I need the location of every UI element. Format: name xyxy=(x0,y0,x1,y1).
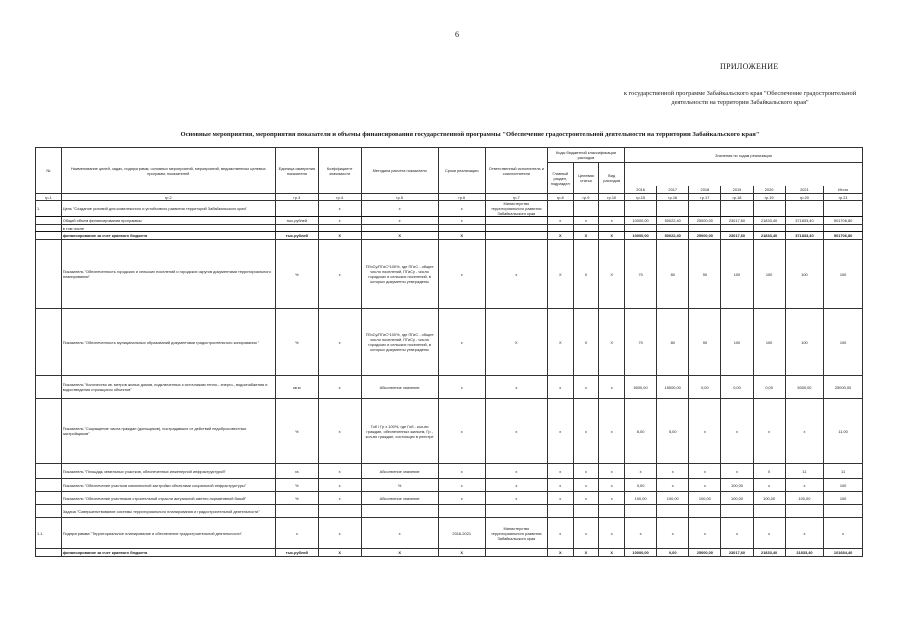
table-cell: х xyxy=(599,464,625,479)
table-cell: 10000,00 xyxy=(625,549,657,557)
header-year-2021: 2021 xyxy=(785,186,824,194)
table-cell: Подпрограмма "Территориальное планирование и обеспечение градостроительной деятельности" xyxy=(61,518,275,549)
table-cell: 100 xyxy=(753,240,785,309)
table-cell xyxy=(361,505,438,518)
table-cell: финансирование за счет краевого бюджета xyxy=(61,232,275,240)
table-cell: х xyxy=(689,518,721,549)
table-cell: х xyxy=(599,518,625,549)
table-cell: х xyxy=(625,518,657,549)
table-cell: ПГиСу/ПГиС*100%, где ПГиС - общее число поселений, ПГиСу - число городских и сельских поселений, в которых документы утверждены xyxy=(361,240,438,309)
table-cell: Х xyxy=(573,232,599,240)
table-cell xyxy=(36,309,62,376)
table-cell: 5000,00 xyxy=(785,376,824,399)
table-cell: х xyxy=(318,399,361,464)
table-cell xyxy=(275,505,318,518)
header-values: Значения по годам реализации xyxy=(625,148,863,163)
table-cell xyxy=(485,505,547,518)
header-coef: Коэффициент значимости xyxy=(318,148,361,194)
table-cell: Х xyxy=(547,232,573,240)
table-row xyxy=(36,201,863,217)
table-cell: 10000,00 xyxy=(625,217,657,225)
table-cell xyxy=(485,232,547,240)
table-cell: х xyxy=(573,217,599,225)
header-name: Наименование целей, задач, подпрограмм, основных мероприятий, мероприятий, ведомственных целевых программ, показателей xyxy=(61,148,275,194)
table-cell: х xyxy=(438,479,485,492)
table-cell: х xyxy=(485,492,547,505)
table-cell xyxy=(824,225,863,232)
table-cell: Х xyxy=(547,309,573,376)
header-unit: Единица измерения показателя xyxy=(275,148,318,194)
table-cell: Х xyxy=(547,549,573,557)
table-cell xyxy=(275,225,318,232)
table-cell: % xyxy=(275,240,318,309)
table-cell: х xyxy=(438,309,485,376)
table-row xyxy=(36,399,863,464)
table-cell xyxy=(361,225,438,232)
table-cell xyxy=(625,505,657,518)
table-cell xyxy=(36,464,62,479)
table-cell: 11,00 xyxy=(824,399,863,464)
table-cell: % xyxy=(275,399,318,464)
table-row xyxy=(36,225,863,232)
table-cell xyxy=(721,505,753,518)
table-cell xyxy=(573,225,599,232)
header-total: Итого xyxy=(824,186,863,194)
table-cell xyxy=(625,201,657,217)
table-cell: Гоб / Гр х 100%, где Гоб - кол-во граждан, обеспеченных жильем, Гр - кол-во граждан, состоящих в реестре xyxy=(361,399,438,464)
table-cell: 100,00 xyxy=(625,492,657,505)
table-cell xyxy=(36,240,62,309)
table-cell: 0,00 xyxy=(689,376,721,399)
table-row xyxy=(36,309,863,376)
table-cell xyxy=(36,399,62,464)
table-row xyxy=(36,376,863,399)
table-cell: х xyxy=(318,217,361,225)
table-cell: х xyxy=(689,399,721,464)
table-cell: х xyxy=(657,518,689,549)
table-cell: Министерство территориального развития Забайкальского края xyxy=(485,518,547,549)
table-cell xyxy=(785,201,824,217)
table-cell xyxy=(36,479,62,492)
table-cell xyxy=(36,376,62,399)
table-cell: 80 xyxy=(657,309,689,376)
table-cell: % xyxy=(275,492,318,505)
table-cell: 21833,40 xyxy=(753,549,785,557)
table-cell: Х xyxy=(573,309,599,376)
table-row xyxy=(36,518,863,549)
table-cell xyxy=(753,505,785,518)
table-cell: х xyxy=(573,376,599,399)
table-cell: х xyxy=(599,479,625,492)
table-cell: х xyxy=(438,464,485,479)
table-cell: 21833,40 xyxy=(785,549,824,557)
column-number-cell: гр.2 xyxy=(61,194,275,201)
table-cell: тыс.рублей xyxy=(275,232,318,240)
table-cell xyxy=(625,225,657,232)
table-cell: х xyxy=(753,479,785,492)
table-cell: х xyxy=(318,376,361,399)
table-cell: х xyxy=(573,479,599,492)
table-row xyxy=(36,217,863,225)
table-cell: 100 xyxy=(785,240,824,309)
table-cell: Абсолютное значение xyxy=(361,376,438,399)
table-cell: х xyxy=(753,399,785,464)
table-cell: Общий объем финансирования программы xyxy=(61,217,275,225)
table-cell: 90 xyxy=(689,309,721,376)
header-year-2016: 2016 xyxy=(625,186,657,194)
table-cell: х xyxy=(438,492,485,505)
table-cell: х xyxy=(438,376,485,399)
table-cell xyxy=(753,201,785,217)
table-cell: х xyxy=(361,201,438,217)
table-cell: х xyxy=(485,376,547,399)
column-number-cell: гр.19 xyxy=(753,194,785,201)
table-cell: 0,00 xyxy=(625,479,657,492)
table-cell: 11 xyxy=(785,464,824,479)
table-cell: х xyxy=(657,479,689,492)
table-cell: х xyxy=(599,217,625,225)
table-cell: 100,00 xyxy=(785,492,824,505)
table-cell: х xyxy=(657,464,689,479)
table-cell: Х xyxy=(438,232,485,240)
program-table xyxy=(35,147,863,557)
table-cell: 25000,00 xyxy=(689,549,721,557)
table-cell: Х xyxy=(361,232,438,240)
column-number-cell: гр.10 xyxy=(599,194,625,201)
table-cell: Х xyxy=(361,549,438,557)
table-cell: % xyxy=(275,309,318,376)
table-cell: Х xyxy=(573,549,599,557)
table-cell: х xyxy=(573,464,599,479)
table-cell: Цель "Создание условий для комплексного и устойчивого развития территорий Забайкальского края" xyxy=(61,201,275,217)
table-cell: Показатель "Площадь земельных участков, обеспеченных инженерной инфраструктурой" xyxy=(61,464,275,479)
table-cell: Х xyxy=(485,309,547,376)
table-cell: х xyxy=(547,376,573,399)
table-cell: х xyxy=(485,399,547,464)
table-cell: Показатель "Обеспеченность городских и сельских поселений и городских округов документами территориального планирования" xyxy=(61,240,275,309)
table-cell xyxy=(318,505,361,518)
table-cell: 80 xyxy=(657,240,689,309)
table-cell xyxy=(657,225,689,232)
table-cell: 90 xyxy=(689,240,721,309)
table-cell: х xyxy=(318,479,361,492)
column-number-cell: гр.20 xyxy=(785,194,824,201)
table-cell: 15000,00 xyxy=(657,376,689,399)
table-cell: 100,00 xyxy=(721,479,753,492)
table-cell xyxy=(573,201,599,217)
table-cell: финансирование за счет краевого бюджета xyxy=(61,549,275,557)
table-cell xyxy=(485,549,547,557)
column-number-cell: гр.9 xyxy=(573,194,599,201)
header-values-spacer xyxy=(625,163,863,186)
table-cell: х xyxy=(599,376,625,399)
column-number-cell: гр.4 xyxy=(318,194,361,201)
table-cell: 21833,40 xyxy=(753,217,785,225)
header-year-2017: 2017 xyxy=(657,186,689,194)
table-cell xyxy=(785,505,824,518)
table-cell xyxy=(599,201,625,217)
table-cell: х xyxy=(547,479,573,492)
table-cell: Х xyxy=(599,240,625,309)
table-cell: х xyxy=(721,518,753,549)
column-number-cell: гр.15 xyxy=(625,194,657,201)
table-cell: 100 xyxy=(824,479,863,492)
document-heading: Основные мероприятия, мероприятия показатели и объемы финансирования государственной программы "Обеспечение градостроительной деятельности на территории Забайкальского края" xyxy=(180,131,760,138)
table-cell: 11 xyxy=(824,464,863,479)
table-cell xyxy=(689,225,721,232)
table-cell: Х xyxy=(599,549,625,557)
table-cell: Показатель "Обеспеченность муниципальных образований документами градостроительного зонирования " xyxy=(61,309,275,376)
header-method: Методика расчета показателя xyxy=(361,148,438,194)
table-cell xyxy=(547,225,573,232)
column-number-cell: гр.21 xyxy=(824,194,863,201)
table-cell: х xyxy=(785,479,824,492)
table-cell: в том числе xyxy=(61,225,275,232)
table-cell: 25000,00 xyxy=(689,217,721,225)
table-cell: х xyxy=(485,479,547,492)
table-cell: 0,00 xyxy=(721,376,753,399)
table-cell: х xyxy=(689,479,721,492)
table-cell: тыс.рублей xyxy=(275,549,318,557)
table-cell xyxy=(36,225,62,232)
table-cell xyxy=(547,201,573,217)
table-cell xyxy=(689,505,721,518)
table-cell xyxy=(657,201,689,217)
appendix-title: ПРИЛОЖЕНИЕ xyxy=(720,62,779,71)
header-year-2019: 2019 xyxy=(721,186,753,194)
table-cell xyxy=(573,505,599,518)
table-row xyxy=(36,492,863,505)
header-year-2020: 2020 xyxy=(753,186,785,194)
table-cell xyxy=(721,201,753,217)
table-cell: 5,00 xyxy=(657,399,689,464)
table-cell: Х xyxy=(318,549,361,557)
table-cell: х xyxy=(361,518,438,549)
column-number-cell: гр.5 xyxy=(361,194,438,201)
table-cell xyxy=(689,201,721,217)
header-executor: Ответственный исполнитель и соисполнители xyxy=(485,148,547,194)
table-cell: х xyxy=(599,492,625,505)
table-cell: Х xyxy=(547,240,573,309)
table-cell: 23017,60 xyxy=(721,549,753,557)
table-cell: Министерство территориального развития Забайкальского края xyxy=(485,201,547,217)
table-cell: х xyxy=(599,399,625,464)
table-cell: 100 xyxy=(721,240,753,309)
table-cell xyxy=(599,505,625,518)
table-cell: х xyxy=(689,464,721,479)
table-cell: Х xyxy=(599,232,625,240)
table-cell: х xyxy=(485,464,547,479)
program-table-container xyxy=(35,147,863,557)
table-row xyxy=(36,464,863,479)
table-cell: 25000,00 xyxy=(689,232,721,240)
table-cell xyxy=(36,232,62,240)
table-cell: Х xyxy=(318,232,361,240)
table-cell: тыс.рублей xyxy=(275,217,318,225)
table-cell: х xyxy=(318,518,361,549)
column-number-row xyxy=(36,194,863,201)
table-cell: 0,00 xyxy=(657,549,689,557)
table-cell: Х xyxy=(599,309,625,376)
table-cell: Х xyxy=(573,240,599,309)
table-cell: х xyxy=(361,217,438,225)
table-cell: 0,00 xyxy=(753,376,785,399)
table-row xyxy=(36,240,863,309)
column-number-cell: гр.7 xyxy=(485,194,547,201)
table-cell: х xyxy=(573,492,599,505)
table-cell: 100,00 xyxy=(689,492,721,505)
table-cell: ПГиСу/ПГиС*100%, где ПГиС - общее число поселений, ПГиСу - число городских и сельских поселений, в которых документы утверждены xyxy=(361,309,438,376)
table-cell xyxy=(438,225,485,232)
table-cell: 100 xyxy=(721,309,753,376)
table-cell: 23017,60 xyxy=(721,232,753,240)
table-cell: 501706,80 xyxy=(824,217,863,225)
column-number-cell: гр.3 xyxy=(275,194,318,201)
header-code-cs: Целевая статья xyxy=(573,163,599,194)
table-cell xyxy=(753,225,785,232)
table-cell xyxy=(318,225,361,232)
column-number-cell: гр.16 xyxy=(657,194,689,201)
table-cell: х xyxy=(547,464,573,479)
table-row xyxy=(36,505,863,518)
table-cell: Показатель "Сокращение числа граждан (дольщиков), пострадавших от действий недобросовестных застройщиков" xyxy=(61,399,275,464)
table-cell: х xyxy=(318,309,361,376)
table-cell: х xyxy=(318,464,361,479)
table-cell: 371833,40 xyxy=(785,232,824,240)
table-cell: 6,00 xyxy=(625,399,657,464)
table-cell: 100 xyxy=(824,492,863,505)
table-cell xyxy=(547,505,573,518)
table-cell: Абсолютное значение xyxy=(361,464,438,479)
table-cell: х xyxy=(785,518,824,549)
header-row-1 xyxy=(36,148,863,163)
table-cell xyxy=(785,225,824,232)
table-cell: 100,00 xyxy=(657,492,689,505)
table-cell: х xyxy=(573,518,599,549)
table-cell: 101684,40 xyxy=(824,549,863,557)
table-cell: 1.1. xyxy=(36,518,62,549)
table-cell: 371833,40 xyxy=(785,217,824,225)
table-cell: х xyxy=(318,201,361,217)
table-cell: х xyxy=(547,399,573,464)
table-cell: Показатель "Количество кв. метров жилых домов, подключенных к источникам тепло-, энерго-, водоснабжения и водоотведения строящихся объектов" xyxy=(61,376,275,399)
table-cell: х xyxy=(721,399,753,464)
table-cell: х xyxy=(547,492,573,505)
table-cell xyxy=(275,201,318,217)
table-cell: 50022,40 xyxy=(657,232,689,240)
table-cell: х xyxy=(275,518,318,549)
column-number-cell: гр.1 xyxy=(36,194,62,201)
table-row xyxy=(36,479,863,492)
table-cell xyxy=(599,225,625,232)
table-cell: 501706,80 xyxy=(824,232,863,240)
table-cell: х xyxy=(438,201,485,217)
table-cell: 50022,40 xyxy=(657,217,689,225)
table-cell: х xyxy=(785,399,824,464)
header-code-gl: Главный раздел, подраздел xyxy=(547,163,573,194)
table-cell: х xyxy=(438,399,485,464)
table-row xyxy=(36,232,863,240)
table-cell xyxy=(36,549,62,557)
table-row xyxy=(36,549,863,557)
table-cell xyxy=(36,217,62,225)
table-cell xyxy=(485,217,547,225)
table-cell: га xyxy=(275,464,318,479)
page-number: 6 xyxy=(455,30,459,39)
table-cell: х xyxy=(753,518,785,549)
table-cell: х xyxy=(824,518,863,549)
table-cell: 2016-2021 xyxy=(438,518,485,549)
table-cell: х xyxy=(438,240,485,309)
appendix-reference: к государственной программе Забайкальского края "Обеспечение градостроительной деятельности на территории Забайкальского края" xyxy=(623,90,857,106)
table-cell: х xyxy=(721,464,753,479)
table-cell: х xyxy=(573,399,599,464)
table-cell: 1. xyxy=(36,201,62,217)
column-number-cell: гр.17 xyxy=(689,194,721,201)
table-cell: х xyxy=(318,492,361,505)
table-cell xyxy=(36,492,62,505)
table-cell: 70 xyxy=(625,309,657,376)
table-cell: 100 xyxy=(824,309,863,376)
table-cell: кв.м xyxy=(275,376,318,399)
table-cell: 10000,00 xyxy=(625,232,657,240)
table-cell: Показатель "Обеспечение участков комплексной застройки объектами социальной инфраструктуры" xyxy=(61,479,275,492)
header-no: № xyxy=(36,148,62,194)
column-number-cell: гр.18 xyxy=(721,194,753,201)
header-codes: Коды бюджетной классификации расходов xyxy=(547,148,624,163)
table-cell xyxy=(824,505,863,518)
table-cell xyxy=(721,225,753,232)
table-cell: Абсолютное значение xyxy=(361,492,438,505)
table-cell: 100 xyxy=(753,309,785,376)
table-cell: Х xyxy=(438,549,485,557)
table-cell: Показатель "Обеспечение участников строительной отрасли актуальной сметно-нормативной базой" xyxy=(61,492,275,505)
table-cell: х xyxy=(438,217,485,225)
table-cell: 100 xyxy=(785,309,824,376)
table-cell: 25000,00 xyxy=(824,376,863,399)
table-cell: Задача "Совершенствование системы территориального планирования и градостроительной деятельности" xyxy=(61,505,275,518)
table-cell: 70 xyxy=(625,240,657,309)
table-cell: х xyxy=(547,518,573,549)
table-cell xyxy=(485,225,547,232)
table-cell xyxy=(36,505,62,518)
header-code-vr: Вид расходов xyxy=(599,163,625,194)
table-cell: х xyxy=(318,240,361,309)
column-number-cell: гр.8 xyxy=(547,194,573,201)
table-cell xyxy=(438,505,485,518)
table-cell xyxy=(824,201,863,217)
table-cell: 100,00 xyxy=(753,492,785,505)
table-cell: 21833,40 xyxy=(753,232,785,240)
table-cell: х xyxy=(547,217,573,225)
column-number-cell: гр.6 xyxy=(438,194,485,201)
header-period: Сроки реализации xyxy=(438,148,485,194)
table-cell: х xyxy=(625,464,657,479)
table-cell: % xyxy=(361,479,438,492)
table-cell: 100 xyxy=(824,240,863,309)
table-cell: % xyxy=(275,479,318,492)
table-cell: 0 xyxy=(753,464,785,479)
table-cell: 100,00 xyxy=(721,492,753,505)
table-cell: х xyxy=(485,240,547,309)
table-cell: 23017,60 xyxy=(721,217,753,225)
table-cell: 5000,00 xyxy=(625,376,657,399)
table-cell xyxy=(657,505,689,518)
header-year-2018: 2018 xyxy=(689,186,721,194)
